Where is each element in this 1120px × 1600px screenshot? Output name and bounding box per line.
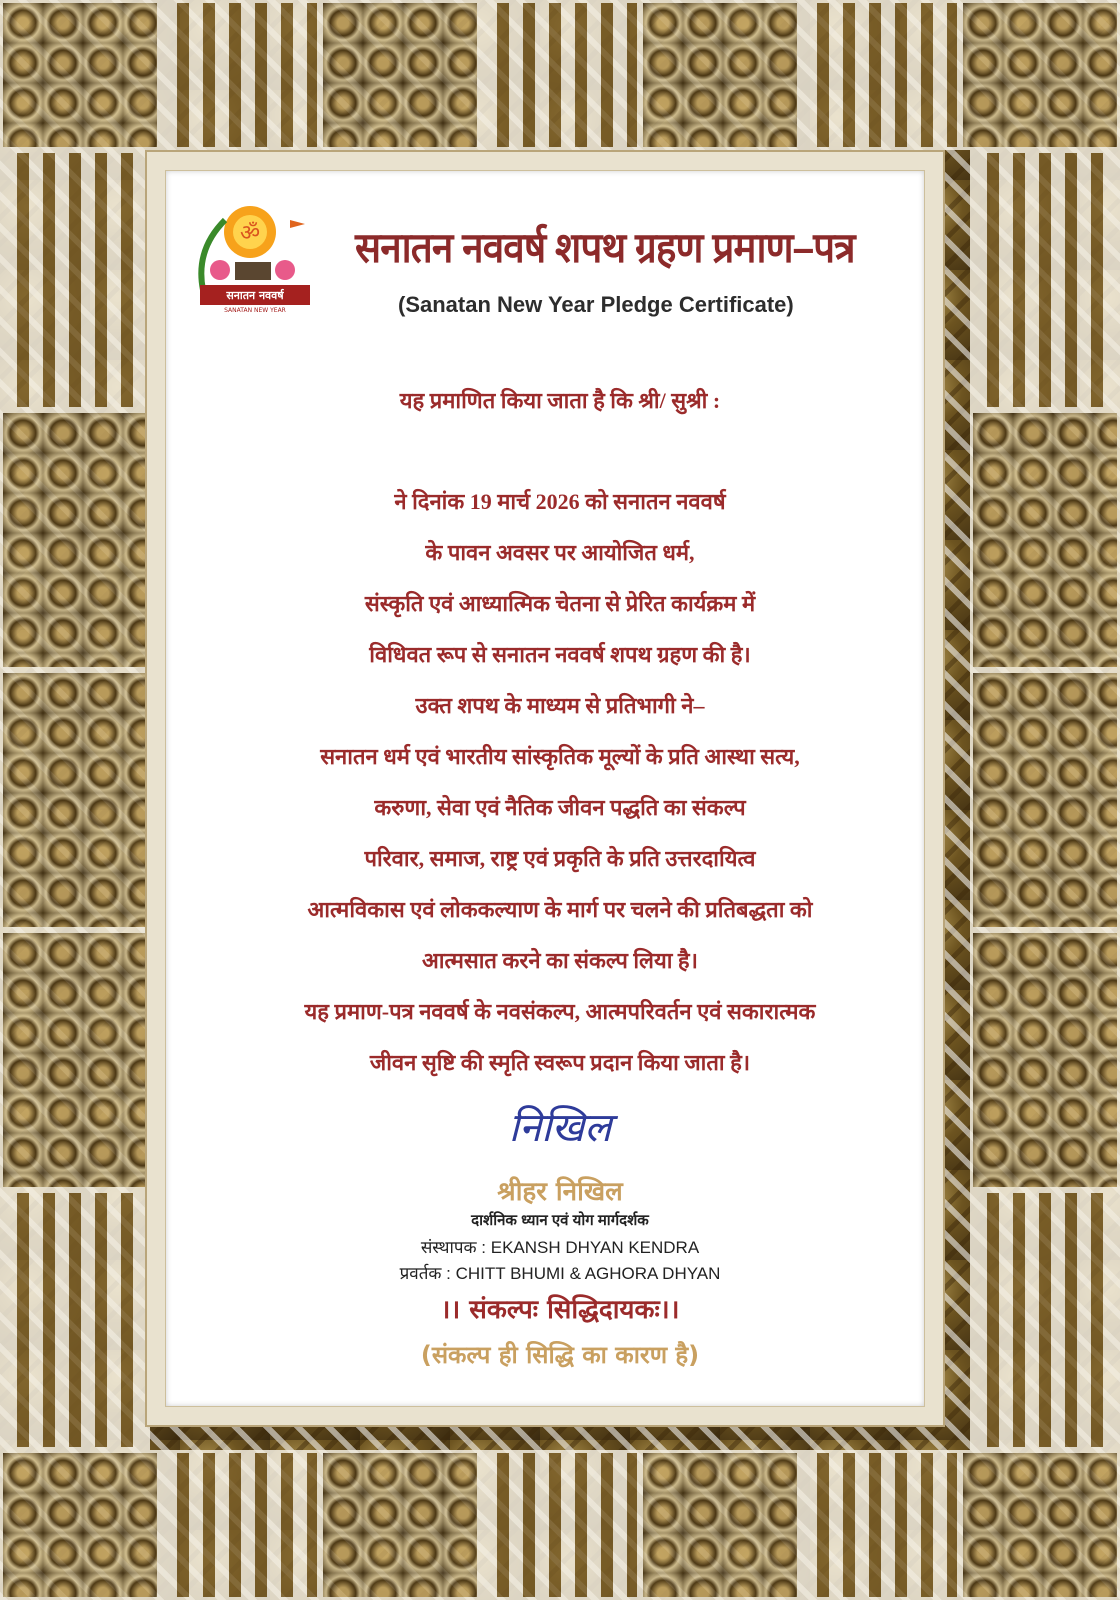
signatory-name: श्रीहर निखिल [497, 1177, 623, 1207]
decorative-border-bottom [0, 1450, 1120, 1600]
signature: निखिल [508, 1105, 612, 1151]
body-line: करुणा, सेवा एवं नैतिक जीवन पद्धति का संकल्प [374, 795, 746, 820]
body-line: संस्कृति एवं आध्यात्मिक चेतना से प्रेरित कार्यक्रम में [364, 591, 756, 616]
decorative-border-top [0, 0, 1120, 150]
signatory-promoter: प्रवर्तक : CHITT BHUMI & AGHORA DHYAN [399, 1264, 721, 1283]
body-line: जीवन सृष्टि की स्मृति स्वरूप प्रदान किया जाता है। [369, 1050, 751, 1075]
body-line: के पावन अवसर पर आयोजित धर्म, [425, 540, 695, 565]
body-line: सनातन धर्म एवं भारतीय सांस्कृतिक मूल्यों के प्रति आस्था सत्य, [320, 744, 800, 769]
certificate-subtitle: (Sanatan New Year Pledge Certificate) [398, 292, 794, 317]
svg-text:SANATAN NEW YEAR: SANATAN NEW YEAR [224, 307, 286, 314]
certificate-body [200, 482, 920, 1094]
sanatan-new-year-logo [195, 200, 315, 325]
motto: ।। संकल्पः सिद्धिदायकः।। [440, 1295, 680, 1325]
body-line: परिवार, समाज, राष्ट्र एवं प्रकृति के प्रति उत्तरदायित्व [364, 846, 756, 871]
body-line: यह प्रमाण-पत्र नववर्ष के नवसंकल्प, आत्मपरिवर्तन एवं सकारात्मक [304, 999, 816, 1024]
signatory-founder: संस्थापक : EKANSH DHYAN KENDRA [420, 1238, 700, 1257]
body-line: आत्मविकास एवं लोककल्याण के मार्ग पर चलने की प्रतिबद्धता को [307, 897, 813, 922]
signatory-role: दार्शनिक ध्यान एवं योग मार्गदर्शक [471, 1212, 649, 1229]
body-line: आत्मसात करने का संकल्प लिया है। [422, 948, 698, 973]
certification-intro: यह प्रमाणित किया जाता है कि श्री/ सुश्री : [399, 388, 721, 413]
svg-text:सनातन नववर्ष: सनातन नववर्ष [226, 289, 284, 302]
body-line: उक्त शपथ के माध्यम से प्रतिभागी ने– [415, 693, 705, 718]
body-line: ने दिनांक 19 मार्च 2026 को सनातन नववर्ष [394, 489, 726, 514]
svg-text:ॐ: ॐ [239, 221, 261, 246]
body-line: विधिवत रूप से सनातन नववर्ष शपथ ग्रहण की है। [369, 642, 751, 667]
motto-meaning: (संकल्प ही सिद्धि का कारण है) [420, 1341, 700, 1369]
certificate-title: सनातन नववर्ष शपथ ग्रहण प्रमाण–पत्र [355, 224, 855, 271]
